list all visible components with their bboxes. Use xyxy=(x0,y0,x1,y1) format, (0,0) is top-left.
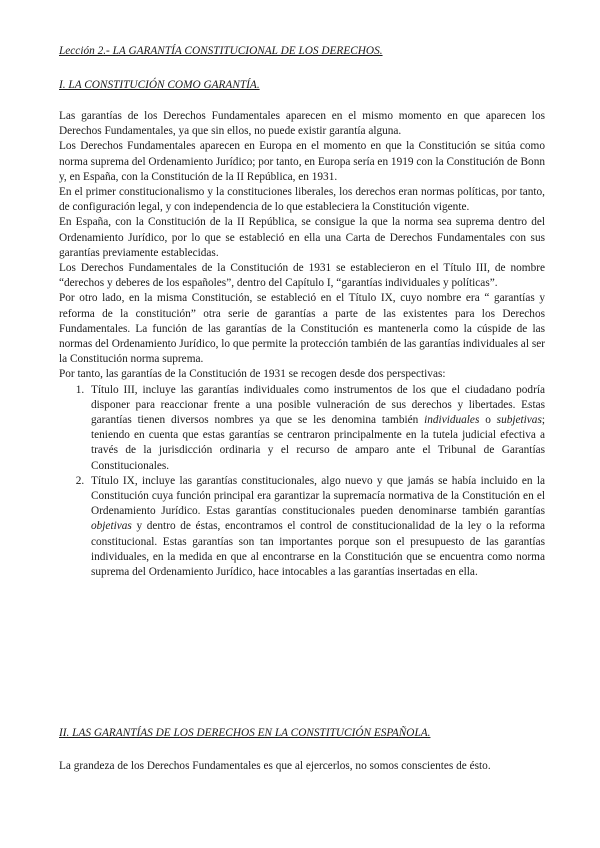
list-text: ; teniendo en cuenta que estas garantías se centraron principalmente en la tutela judicial efectiva a través de la jurisdicción ordinaria y el recurso de amparo ante el Tribunal de Garantías Constitucionales. xyxy=(91,414,545,472)
paragraph: Las garantías de los Derechos Fundamentales aparecen en el mismo momento en que aparecen los Derechos Fundamentales, ya que sin ellos, no puede existir garantía alguna. xyxy=(59,110,545,138)
paragraph: Los Derechos Fundamentales aparecen en Europa en el momento en que la Constitución se sitúa como norma suprema del Ordenamiento Jurídico; por tanto, en Europa sería en 1919 con la Constitución de Bonn y, en España, con la Constitución de la II República, en 1931. xyxy=(59,140,545,183)
list-text: Título IX, incluye las garantías constitucionales, algo nuevo y que jamás se había incluido en la Constitución cuya función principal era garantizar la supremacía normativa de la Constitución en el Ordenamiento Jurídico. Estas garantías constitucionales pueden denominarse también garantías xyxy=(91,474,545,518)
emphasis-term: objetivas xyxy=(91,520,132,533)
paragraph: Los Derechos Fundamentales de la Constitución de 1931 se establecieron en el Título III, de nombre “derechos y deberes de los españoles”, dentro del Capítulo I, “garantías individuales y políticas”. xyxy=(59,262,545,290)
list-text: y dentro de éstas, encontramos el control de constitucionalidad de la ley o la reforma constitucional. Estas garantías son tan importantes porque son el presupuesto de las garantías individuales, en la medida en que al encontrarse en la Constitución que se encuentra como norma suprema del Ordenamiento Jurídico, hace intocables a las garantías insertadas en ella. xyxy=(91,520,545,579)
list-text: o xyxy=(479,414,497,427)
paragraph: En el primer constitucionalismo y la constituciones liberales, los derechos eran normas políticas, por tanto, de configuración legal, y con independencia de lo que estableciera la Constitución vigente. xyxy=(59,186,545,214)
list-item xyxy=(87,383,545,474)
paragraph: Por tanto, las garantías de la Constitución de 1931 se recogen desde dos perspectivas: xyxy=(59,368,446,381)
list-text: Título III, incluye las garantías individuales como instrumentos de los que el ciudadano podría disponer para reaccionar frente a una posible vulneración de sus derechos y libertades. Estas garantías tienen diversos nombres ya que se les denomina también xyxy=(91,383,545,427)
section-1-heading: I. LA CONSTITUCIÓN COMO GARANTÍA. xyxy=(59,79,260,91)
paragraph: Por otro lado, en la misma Constitución, se estableció en el Título IX, cuyo nombre era “ garantías y reforma de la constitución” otra serie de garantías a parte de las existentes para los Derechos Fundamentales. La función de las garantías de la Constitución es mantenerla como la cúspide de las normas del Ordenamiento Jurídico, lo que permite la protección también de las garantías individuales al ser la Constitución norma suprema. xyxy=(59,292,545,366)
section-2-paragraph: La grandeza de los Derechos Fundamentales es que al ejercerlos, no somos conscientes de ésto. xyxy=(59,760,491,772)
section-2-heading: II. LAS GARANTÍAS DE LOS DERECHOS EN LA CONSTITUCIÓN ESPAÑOLA. xyxy=(59,727,431,739)
perspectives-list xyxy=(59,383,545,581)
paragraph: En España, con la Constitución de la II República, se consigue la que la norma sea suprema dentro del Ordenamiento Jurídico, por lo que se estableció en ella una Carta de Derechos Fundamentales con sus garantías previamente establecidas. xyxy=(59,216,545,259)
emphasis-term: subjetivas xyxy=(496,414,542,427)
section-1-body xyxy=(59,109,545,580)
emphasis-term: individuales xyxy=(424,414,480,427)
list-item xyxy=(87,474,545,580)
lesson-title: Lección 2.- LA GARANTÍA CONSTITUCIONAL DE LOS DERECHOS. xyxy=(59,45,383,57)
